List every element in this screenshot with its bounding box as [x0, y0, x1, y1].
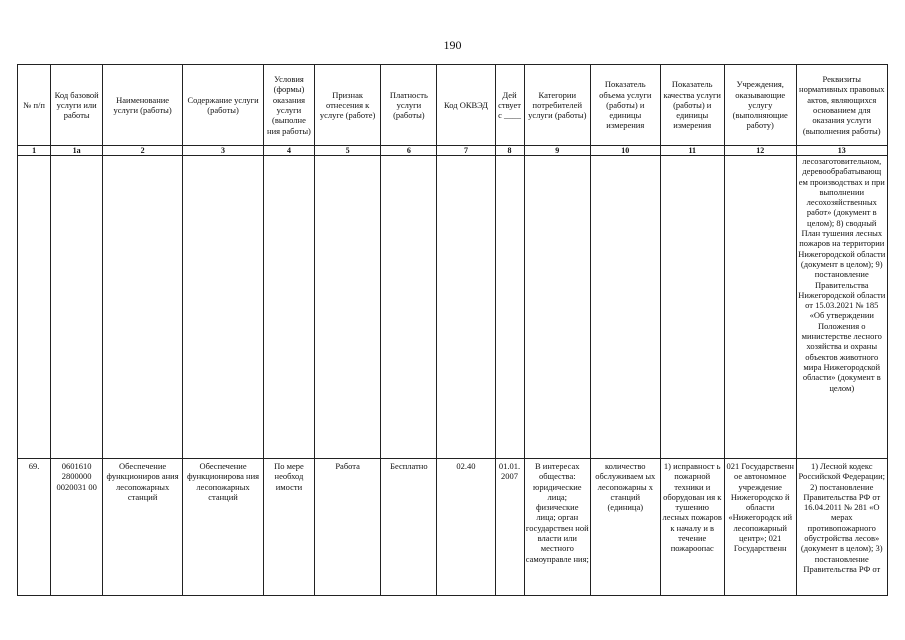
empty-cell	[381, 156, 437, 459]
empty-cell	[314, 156, 380, 459]
service-content: Обеспечение функционирова ния лесопожарных станций	[183, 459, 264, 596]
column-number: 3	[183, 146, 264, 156]
empty-cell	[103, 156, 183, 459]
header-cell: Реквизиты нормативных правовых актов, являющихся основанием для оказания услуги (выполнения работы)	[796, 65, 887, 146]
column-number: 7	[437, 146, 495, 156]
column-number: 2	[103, 146, 183, 156]
base-service-code: 0601610 2800000 0020031 00	[51, 459, 103, 596]
column-number: 5	[314, 146, 380, 156]
header-cell: Учреждения, оказывающие услугу (выполняющие работу)	[724, 65, 796, 146]
empty-cell	[660, 156, 724, 459]
header-cell: Условия (формы) оказания услуги (выполне ния работы)	[264, 65, 315, 146]
effective-date: 01.01. 2007	[495, 459, 524, 596]
header-cell: Дей ствует с ____	[495, 65, 524, 146]
okved-code: 02.40	[437, 459, 495, 596]
continuation-row	[18, 156, 888, 459]
header-cell: № п/п	[18, 65, 51, 146]
volume-indicator: количество обслуживаем ых лесопожарны х станций (единица)	[591, 459, 661, 596]
services-register-table	[17, 64, 888, 596]
page-number: 190	[443, 38, 462, 52]
header-cell: Категории потребителей услуги (работы)	[524, 65, 590, 146]
column-number: 4	[264, 146, 315, 156]
header-cell: Наименование услуги (работы)	[103, 65, 183, 146]
column-number: 13	[796, 146, 887, 156]
empty-cell	[591, 156, 661, 459]
header-cell: Показатель объема услуги (работы) и единицы измерения	[591, 65, 661, 146]
column-number: 8	[495, 146, 524, 156]
service-name: Обеспечение функциониров ания лесопожарных станций	[103, 459, 183, 596]
column-number: 12	[724, 146, 796, 156]
header-cell: Признак отнесения к услуге (работе)	[314, 65, 380, 146]
column-number: 10	[591, 146, 661, 156]
empty-cell	[495, 156, 524, 459]
column-number-row	[18, 146, 888, 156]
empty-cell	[524, 156, 590, 459]
providing-institutions: 021 Государственн ое автономное учреждение Нижегородско й области «Нижегородск ий лесопожарный центр»; 021 Государственн	[724, 459, 796, 596]
empty-cell	[183, 156, 264, 459]
service-payment: Бесплатно	[381, 459, 437, 596]
empty-cell	[264, 156, 315, 459]
consumer-categories: В интересах общества: юридические лица; физические лица; орган государствен ной власти или местного самоуправле ния;	[524, 459, 590, 596]
header-cell: Содержание услуги (работы)	[183, 65, 264, 146]
column-number: 6	[381, 146, 437, 156]
empty-cell	[437, 156, 495, 459]
header-cell: Показатель качества услуги (работы) и единицы измерения	[660, 65, 724, 146]
legal-acts-continuation: лесозаготовительном, деревообрабатывающ ем производствах и при выполнении лесохозяйственных работ» (документ в целом); 8) сводный План тушения лесных пожаров на территории Нижегородской области (документ в целом); 9) постановление Правительства Нижегородской области от 15.03.2021 № 185 «Об утверждении Положения о министерстве лесного хозяйства и охраны объектов животного мира Нижегородской области» (документ в целом)	[796, 156, 887, 459]
service-row-69	[18, 459, 888, 596]
column-number: 11	[660, 146, 724, 156]
empty-cell	[51, 156, 103, 459]
header-cell: Код ОКВЭД	[437, 65, 495, 146]
empty-cell	[18, 156, 51, 459]
service-conditions: По мере необход имости	[264, 459, 315, 596]
header-cell: Код базовой услуги или работы	[51, 65, 103, 146]
row-number: 69.	[18, 459, 51, 596]
empty-cell	[724, 156, 796, 459]
header-cell: Платность услуги (работы)	[381, 65, 437, 146]
column-number: 9	[524, 146, 590, 156]
column-number: 1а	[51, 146, 103, 156]
quality-indicator: 1) исправност ь пожарной техники и оборудован ия к тушению лесных пожаров к началу и в течение пожароопас	[660, 459, 724, 596]
legal-acts: 1) Лесной кодекс Российской Федерации; 2) постановление Правительства РФ от 16.04.2011 № 281 «О мерах противопожарного обустройства лесов» (документ в целом); 3) постановление Правительства РФ от	[796, 459, 887, 596]
header-row	[18, 65, 888, 146]
column-number: 1	[18, 146, 51, 156]
service-type: Работа	[314, 459, 380, 596]
